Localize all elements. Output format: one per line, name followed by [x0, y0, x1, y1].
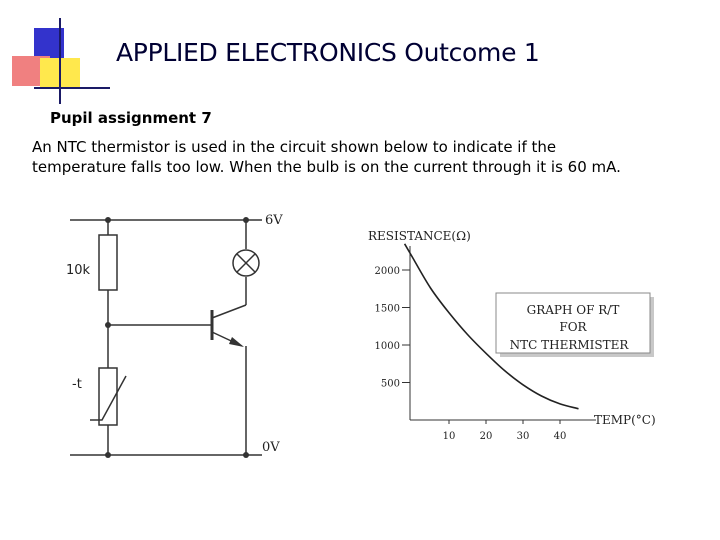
assignment-heading: Pupil assignment 7 — [50, 109, 212, 127]
assignment-text-line-1: An NTC thermistor is used in the circuit shown below to indicate if the — [32, 138, 557, 156]
ground-label: 0V — [262, 440, 280, 455]
slide-title: APPLIED ELECTRONICS Outcome 1 — [116, 38, 540, 67]
y-tick-label: 1000 — [374, 341, 400, 352]
resistor-label: 10k — [66, 263, 91, 278]
legend-line-1: GRAPH OF R/T — [526, 303, 620, 317]
x-tick-label: 10 — [442, 431, 456, 442]
legend-line-3: NTC THERMISTER — [509, 338, 629, 352]
y-tick-label: 1500 — [374, 303, 400, 315]
y-tick-label: 2000 — [374, 266, 400, 277]
y-tick-label: 500 — [380, 378, 400, 390]
graph-y-axis-label: RESISTANCE(Ω) — [368, 229, 471, 243]
x-tick-label: 30 — [516, 431, 530, 442]
supply-label: 6V — [265, 213, 283, 228]
assignment-text-line-2: temperature falls too low. When the bulb is on the current through it is 60 mA. — [32, 158, 621, 176]
graph-x-axis-label: TEMP(°C) — [594, 413, 656, 427]
x-tick-label: 40 — [553, 431, 567, 442]
x-tick-label: 20 — [479, 431, 493, 442]
legend-line-2: FOR — [559, 320, 587, 334]
thermistor-label: -t — [72, 377, 82, 392]
